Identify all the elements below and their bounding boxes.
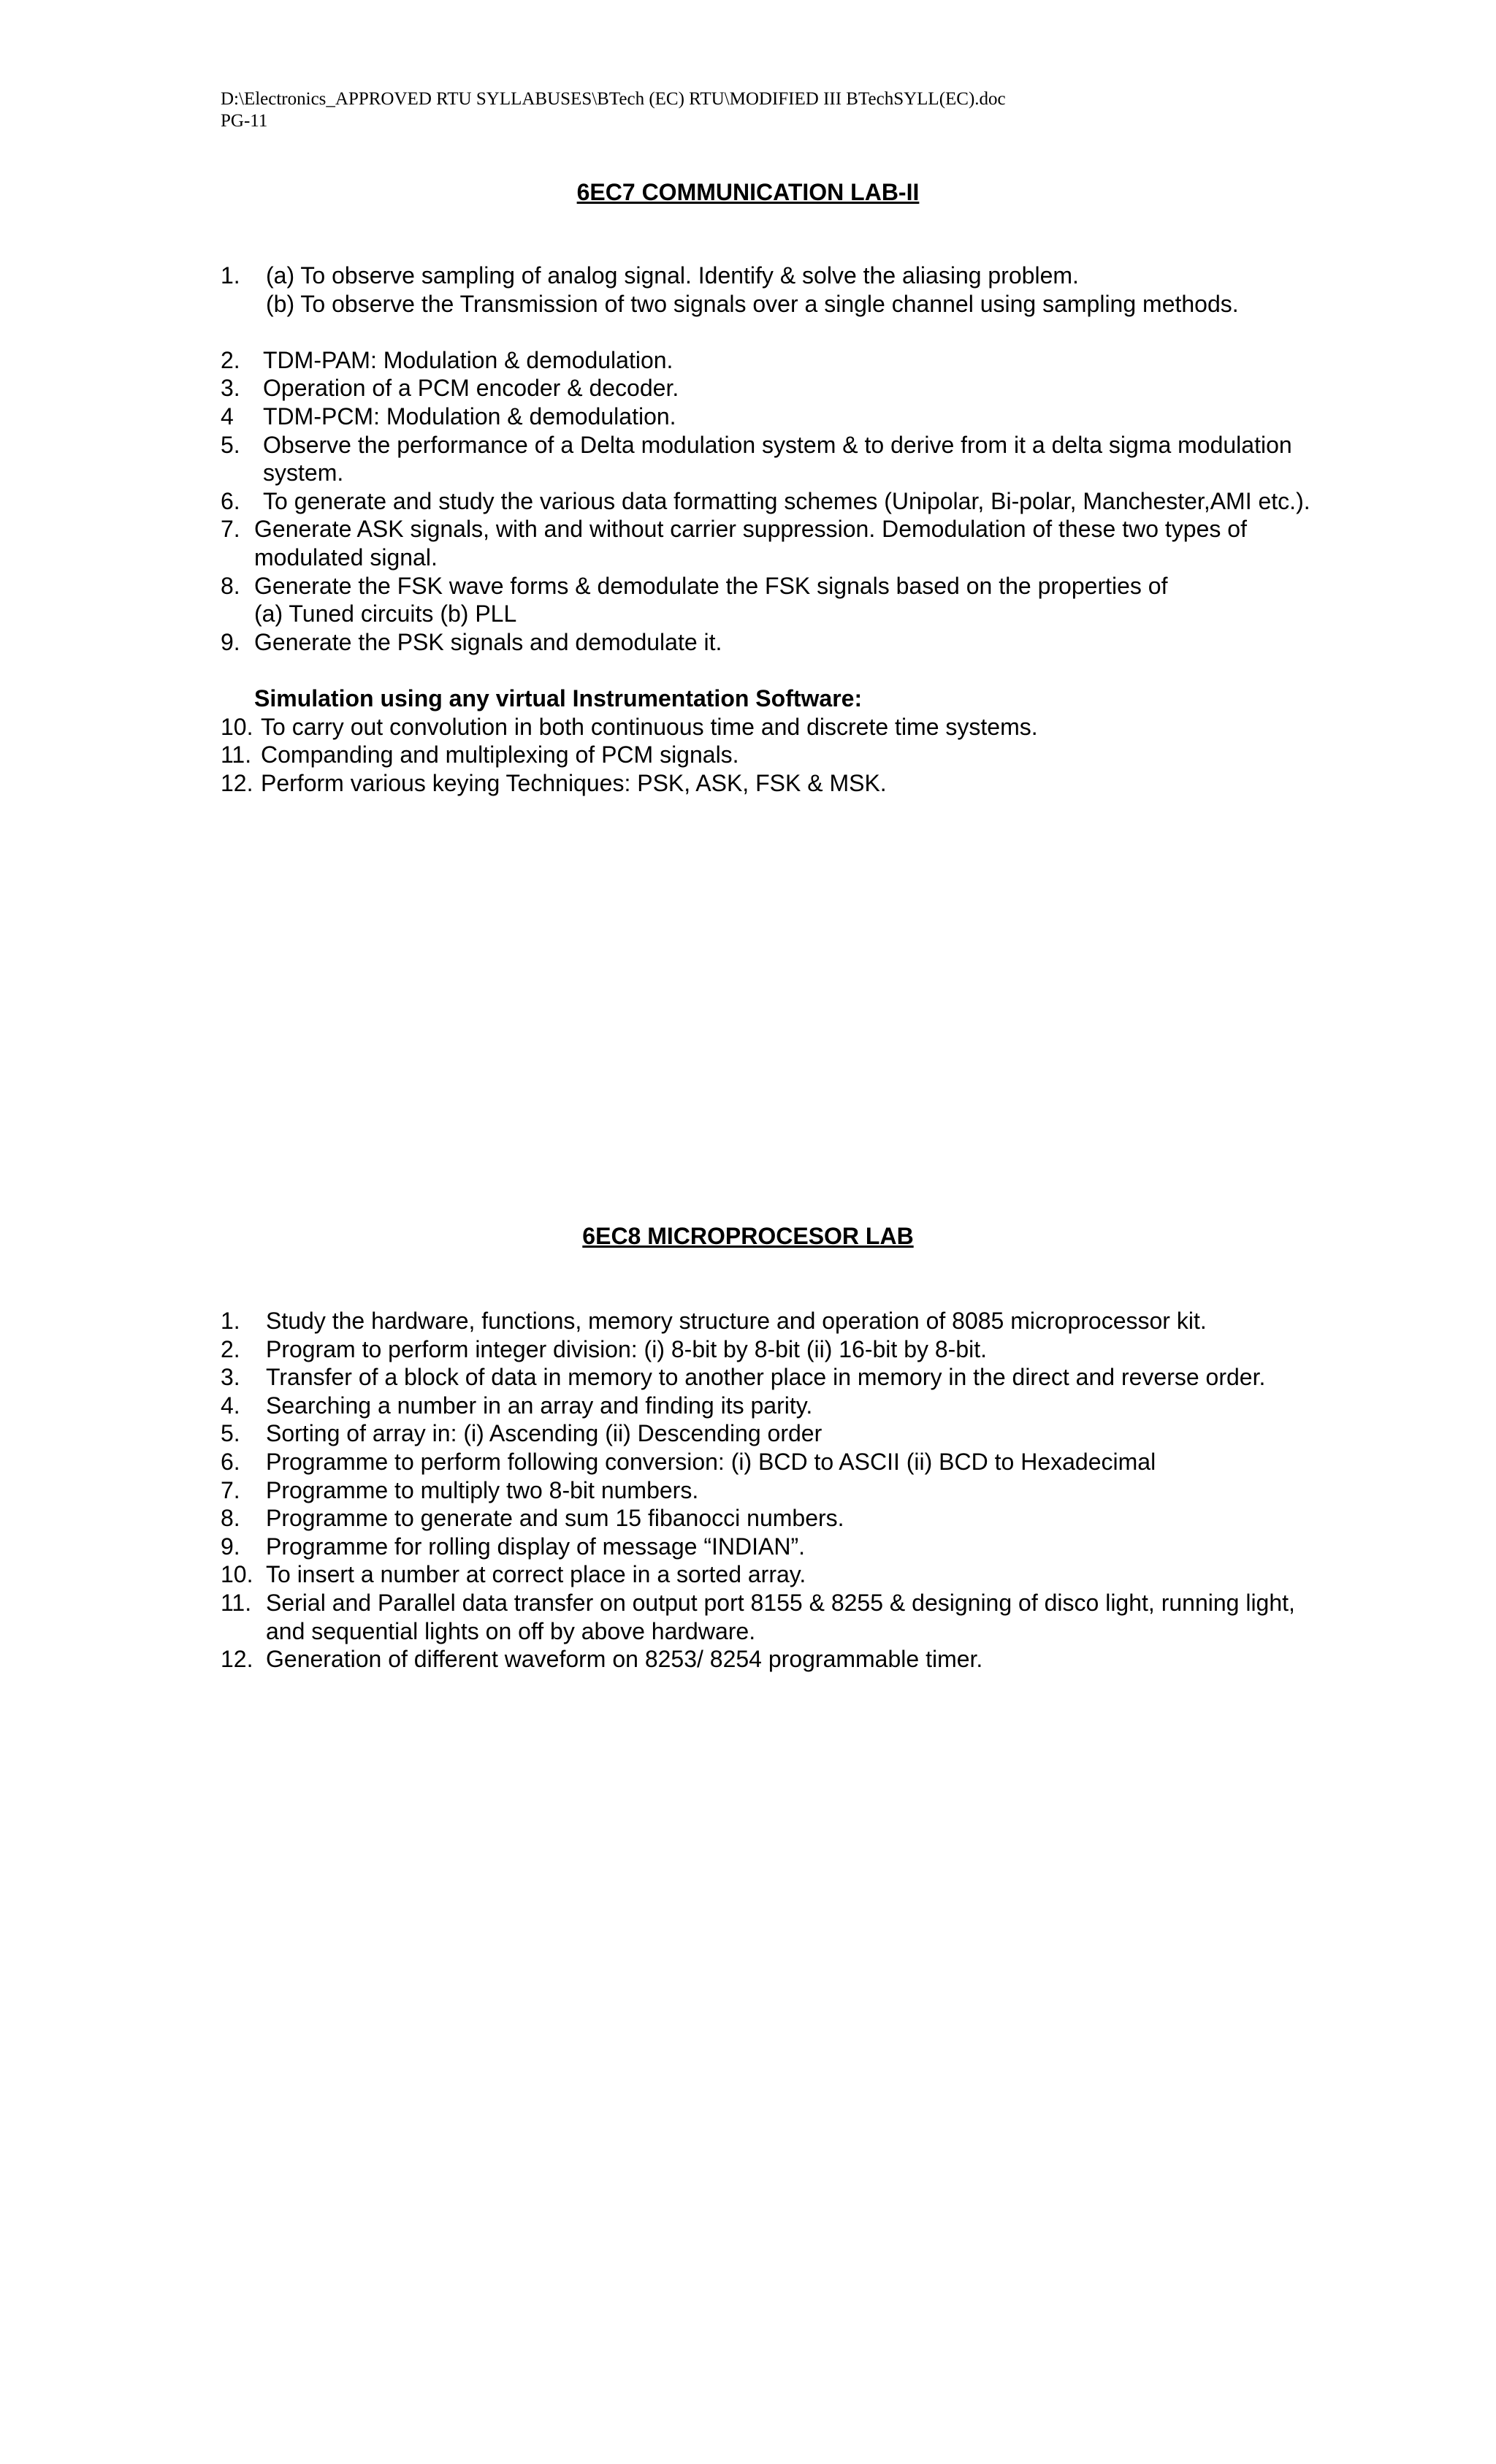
list-item [221,487,1462,516]
item-text: Observe the performance of a Delta modulation system & to derive from it a delta sigma modulation [263,431,1292,458]
list-item [221,1589,1462,1617]
item-text: Companding and multiplexing of PCM signals. [261,741,739,768]
item-text: TDM-PAM: Modulation & demodulation. [263,346,673,373]
list-item [221,1533,1462,1561]
list-item [221,1419,1462,1448]
list-item [221,600,1462,628]
list-item [221,346,1462,375]
item-number: 9. [221,628,240,655]
list-item [221,459,1462,487]
item-text: Operation of a PCM encoder & decoder. [263,375,679,402]
list-item [221,1645,1462,1674]
item-text: modulated signal. [254,543,438,571]
item-text: Program to perform integer division: (i) 8-bit by 8-bit (ii) 16-bit by 8-bit. [266,1335,988,1362]
item-text: Programme to perform following conversion: (i) BCD to ASCII (ii) BCD to Hexadecimal [266,1448,1156,1475]
communication-lab-list [221,262,1462,797]
section-title-communication-lab: 6EC7 COMMUNICATION LAB-II [576,179,920,205]
item-number: 8. [221,572,240,599]
item-number: 12. [221,769,253,796]
page-number: PG-11 [221,111,268,131]
item-text: Sorting of array in: (i) Ascending (ii) Descending order [266,1420,823,1447]
microprocessor-lab-list [221,1307,1462,1674]
list-item [221,431,1462,459]
item-text: and sequential lights on off by above hardware. [266,1617,756,1644]
list-item [221,1392,1462,1420]
list-item [221,1560,1462,1589]
list-item [221,1476,1462,1505]
item-number: 3. [221,375,240,402]
item-number: 2. [221,1335,240,1362]
list-item [221,1504,1462,1533]
item-number: 4. [221,1392,240,1419]
item-text: (a) To observe sampling of analog signal. Identify & solve the aliasing problem. [266,262,1079,289]
item-text: (b) To observe the Transmission of two signals over a single channel using sampling methods. [266,290,1239,317]
list-item [221,290,1462,319]
item-text: system. [263,459,344,487]
item-text: Study the hardware, functions, memory structure and operation of 8085 microprocessor kit. [266,1308,1207,1334]
list-item [221,262,1462,290]
item-number: 4 [221,403,234,430]
section-title-microprocessor-lab: 6EC8 MICROPROCESOR LAB [582,1223,914,1249]
item-text: To insert a number at correct place in a sorted array. [266,1561,806,1588]
item-text: Generate ASK signals, with and without carrier suppression. Demodulation of these two types of [254,516,1247,543]
list-item [221,1335,1462,1364]
list-item [221,1307,1462,1335]
subheading [221,684,1462,713]
item-text: Transfer of a block of data in memory to another place in memory in the direct and reverse order. [266,1364,1266,1391]
list-item [221,741,1462,769]
list-item [221,374,1462,403]
list-item [221,572,1462,600]
item-number: 11. [221,1589,252,1616]
list-item [221,403,1462,431]
item-text: Searching a number in an array and finding its parity. [266,1392,813,1419]
item-text: Perform various keying Techniques: PSK, ASK, FSK & MSK. [261,769,887,796]
item-number: 7. [221,1476,240,1503]
item-number: 9. [221,1533,240,1560]
file-path-header: D:\Electronics_APPROVED RTU SYLLABUSES\BTech (EC) RTU\MODIFIED III BTechSYLL(EC).doc [221,89,1006,109]
list-item [221,1617,1462,1646]
item-text: Serial and Parallel data transfer on output port 8155 & 8255 & designing of disco light, running light, [266,1589,1295,1616]
list-item [221,515,1462,543]
list-item [221,543,1462,572]
item-text: Programme for rolling display of message “INDIAN”. [266,1533,806,1560]
list-item [221,769,1462,798]
item-text: TDM-PCM: Modulation & demodulation. [263,403,676,430]
item-number: 12. [221,1646,253,1673]
item-text: (a) Tuned circuits (b) PLL [254,600,517,628]
item-number: 7. [221,516,240,543]
item-text: Programme to multiply two 8-bit numbers. [266,1476,699,1503]
item-number: 8. [221,1505,240,1532]
item-text: Generation of different waveform on 8253/ 8254 programmable timer. [266,1646,983,1673]
simulation-subheading: Simulation using any virtual Instrumentation Software: [254,684,863,712]
item-number: 1. [221,262,240,289]
list-item [221,628,1462,657]
item-text: Generate the FSK wave forms & demodulate the FSK signals based on the properties of [254,572,1168,599]
item-text: To generate and study the various data formatting schemes (Unipolar, Bi-polar, Manchester,AMI etc.). [263,487,1310,514]
item-number: 5. [221,431,240,458]
list-item [221,1448,1462,1476]
item-number: 6. [221,1448,240,1475]
item-number: 1. [221,1308,240,1334]
list-item [221,713,1462,741]
item-number: 2. [221,346,240,373]
list-item [221,1363,1462,1392]
item-number: 10. [221,1561,253,1588]
item-text: Programme to generate and sum 15 fibanocci numbers. [266,1505,844,1532]
item-number: 5. [221,1420,240,1447]
item-number: 3. [221,1364,240,1391]
item-number: 11. [221,741,252,768]
item-text: To carry out convolution in both continuous time and discrete time systems. [261,713,1038,740]
item-number: 6. [221,487,240,514]
item-text: Generate the PSK signals and demodulate it. [254,628,722,655]
item-number: 10. [221,713,253,740]
